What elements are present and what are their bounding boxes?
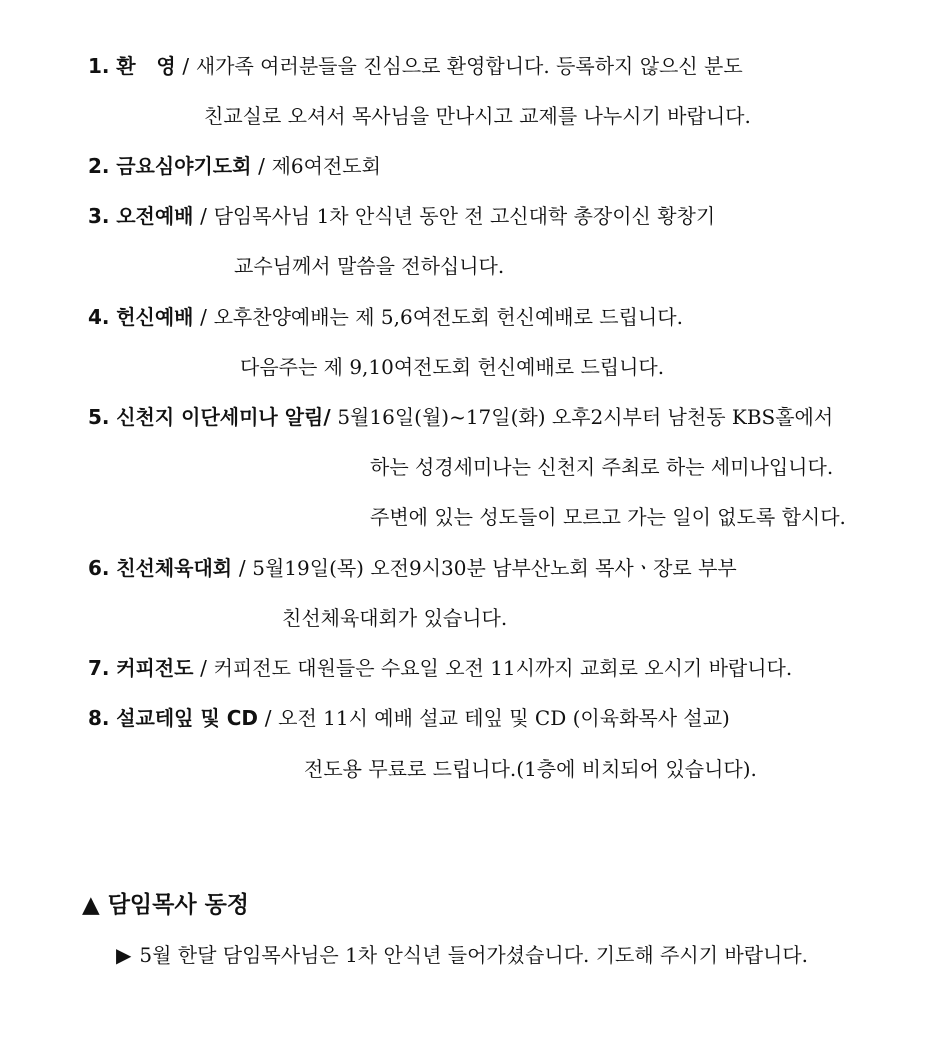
- item-5-continuation-2: 주변에 있는 성도들이 모르고 가는 일이 없도록 합시다.: [370, 505, 846, 529]
- item-8-continuation: 전도용 무료로 드립니다.(1층에 비치되어 있습니다).: [304, 757, 757, 781]
- item-text: 새가족 여러분들을 진심으로 환영합니다. 등록하지 않으신 분도: [195, 54, 743, 78]
- section-note-text: 5월 한달 담임목사님은 1차 안식년 들어가셨습니다. 기도해 주시기 바랍니다.: [139, 943, 809, 967]
- item-8: [88, 704, 730, 732]
- item-text: 제6여전도회: [271, 154, 381, 178]
- item-text: 담임목사님 1차 안식년 동안 전 고신대학 총장이신 황창기: [213, 204, 716, 228]
- item-separator: /: [200, 656, 207, 680]
- item-1-continuation: 친교실로 오셔서 목사님을 만나시고 교제를 나누시기 바랍니다.: [204, 104, 751, 128]
- item-separator: /: [182, 54, 190, 78]
- item-2: [88, 152, 381, 180]
- item-4: [88, 303, 683, 331]
- section-note: [116, 941, 808, 969]
- item-separator: /: [200, 305, 207, 329]
- item-separator: /: [258, 154, 265, 178]
- item-5: [88, 403, 833, 431]
- item-text: 오전 11시 예배 설교 테잎 및 CD (이육화목사 설교): [278, 706, 730, 730]
- item-separator: /: [200, 204, 207, 228]
- item-number: 3.: [88, 204, 110, 228]
- item-title: 신천지 이단세미나 알림/: [116, 405, 331, 429]
- item-text: 5월16일(월)~17일(화) 오후2시부터 남천동 KBS홀에서: [337, 405, 834, 429]
- item-number: 5.: [88, 405, 110, 429]
- item-number: 2.: [88, 154, 110, 178]
- item-5-continuation-1: 하는 성경세미나는 신천지 주최로 하는 세미나입니다.: [370, 455, 834, 479]
- item-6-continuation: 친선체육대회가 있습니다.: [282, 606, 508, 630]
- item-title: 환 영: [116, 54, 176, 78]
- item-6: [88, 554, 737, 582]
- item-number: 6.: [88, 556, 110, 580]
- item-title: 설교테잎 및 CD: [116, 706, 259, 730]
- item-number: 4.: [88, 305, 110, 329]
- item-4-continuation: 다음주는 제 9,10여전도회 헌신예배로 드립니다.: [240, 355, 665, 379]
- item-text: 5월19일(목) 오전9시30분 남부산노회 목사ㆍ장로 부부: [252, 556, 737, 580]
- item-title: 오전예배: [116, 204, 194, 228]
- item-number: 7.: [88, 656, 110, 680]
- triangle-up-icon: ▲: [82, 892, 100, 918]
- item-3-continuation: 교수님께서 말씀을 전하십니다.: [234, 254, 505, 278]
- item-3: [88, 202, 715, 230]
- item-number: 1.: [88, 54, 110, 78]
- triangle-right-icon: ▶: [116, 943, 132, 967]
- section-title-text: 담임목사 동정: [107, 892, 250, 918]
- item-title: 헌신예배: [116, 305, 194, 329]
- item-separator: /: [264, 706, 272, 730]
- item-title: 커피전도: [116, 656, 194, 680]
- item-1: [88, 52, 743, 80]
- item-7: [88, 654, 792, 682]
- item-text: 커피전도 대원들은 수요일 오전 11시까지 교회로 오시기 바랍니다.: [213, 656, 793, 680]
- item-text: 오후찬양예배는 제 5,6여전도회 헌신예배로 드립니다.: [213, 305, 683, 329]
- section-title: [82, 890, 249, 920]
- item-title: 친선체육대회: [116, 556, 233, 580]
- item-number: 8.: [88, 706, 110, 730]
- item-title: 금요심야기도회: [116, 154, 252, 178]
- item-separator: /: [238, 556, 246, 580]
